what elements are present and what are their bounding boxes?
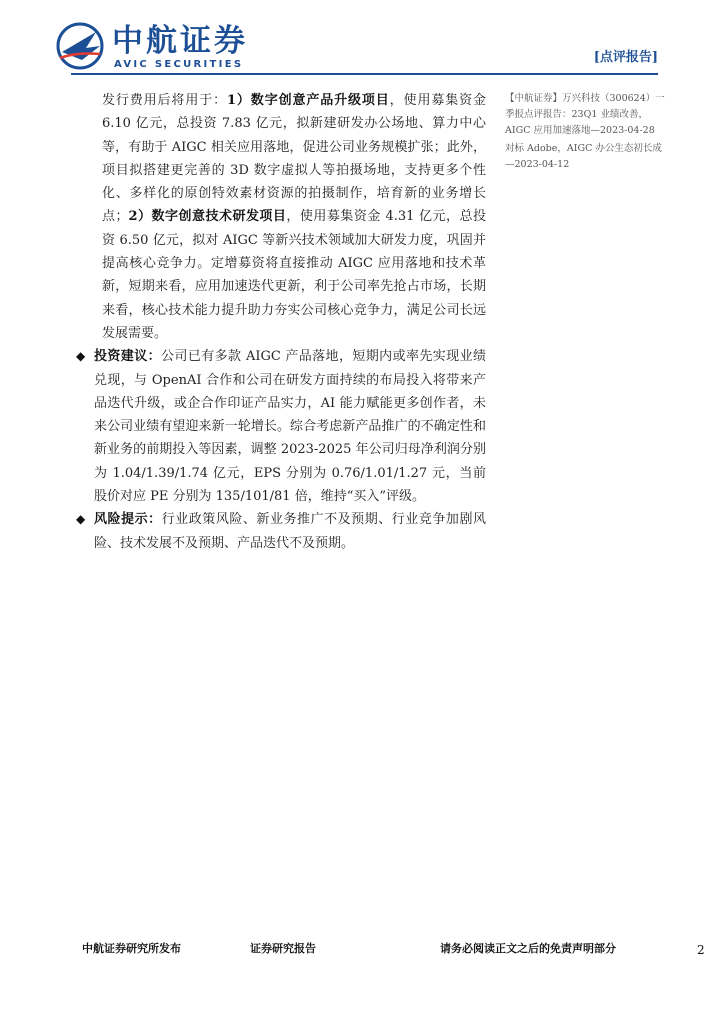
main-body xyxy=(76,89,486,555)
related-reports-sidebar xyxy=(505,91,665,175)
project-1-title: 1）数字创意产品升级项目 xyxy=(226,93,390,108)
footer-publisher: 中航证券研究所发布 xyxy=(82,942,181,955)
p1-project-1-detail: ，使用募集资金6.10 亿元，总投资 7.83 亿元，拟新建研发办公场地、算力中心等，有助于 AIGC 相关应用落地，促进公司业务规模扩张；此外，项目拟搭建更完善的 3D 数字虚拟人等拍摄场地，支持更多个性化、多样化的原创特效素材资源的拍摄制作，培育新的业务增长点； xyxy=(102,93,486,225)
investment-advice-label: 投资建议： xyxy=(94,349,162,365)
page-number: 2 xyxy=(697,943,705,957)
diamond-bullet-icon: ◆ xyxy=(76,349,86,364)
logo-text-cn: 中航证券 xyxy=(112,23,248,59)
header-divider xyxy=(71,73,658,75)
page-footer xyxy=(82,941,682,957)
risk-warning-text: 行业政策风险、新业务推广不及预期、行业竞争加剧风险、技术发展不及预期、产品迭代不及预期。 xyxy=(94,512,486,551)
fundraising-paragraph xyxy=(102,89,486,345)
footer-report-type: 证券研究报告 xyxy=(250,942,316,955)
diamond-bullet-icon: ◆ xyxy=(76,512,86,527)
related-report-item[interactable]: 【中航证券】万兴科技（300624）一季报点评报告：23Q1 业绩改善，AIGC 应用加速落地—2023-04-28 xyxy=(505,93,665,136)
footer-disclaimer: 请务必阅读正文之后的免责声明部分 xyxy=(440,942,616,955)
risk-warning-label: 风险提示： xyxy=(94,512,162,528)
p1-project-2-detail: ，使用募集资金 4.31 亿元，总投资 6.50 亿元，拟对 AIGC 等新兴技术领域加大研发力度，巩固并提高核心竞争力。定增募资将直接推动 AIGC 应用落地和技术革新，短期来看，应用加速迭代更新，利于公司率先抢占市场，长期来看，核心技术能力提升助力夯实公司核心竞争力，满足公司长远发展需要。 xyxy=(102,209,486,341)
document-type-label: [点评报告] xyxy=(593,50,658,65)
logo-text-en: AVIC SECURITIES xyxy=(114,59,244,70)
investment-advice-bullet xyxy=(76,345,486,508)
company-logo xyxy=(56,22,256,72)
risk-warning-bullet xyxy=(76,508,486,555)
project-2-title: 2）数字创意技术研发项目 xyxy=(128,209,287,225)
investment-advice-text: 公司已有多款 AIGC 产品落地，短期内或率先实现业绩兑现，与 OpenAI 合作和公司在研发方面持续的布局投入将带来产品迭代升级，或企合作印证产品实力，AI 能力赋能更多创作者，未来公司业绩有望迎来新一轮增长。综合考虑新产品推广的不确定性和新业务的前期投入等因素，调整 2023-2025 年公司归母净利润分别为 1.04/1.39/1.74 亿元，EPS 分别为 0.76/1.01/1.27 元，当前股价对应 PE 分别为 135/101/81 倍，维持“买入”评级。 xyxy=(94,349,486,505)
related-report-item[interactable]: 对标 Adobe，AIGC 办公生态初长成—2023-04-12 xyxy=(505,143,662,170)
p1-intro: 发行费用后将用于： xyxy=(102,93,227,108)
avic-logo-icon xyxy=(56,22,104,70)
